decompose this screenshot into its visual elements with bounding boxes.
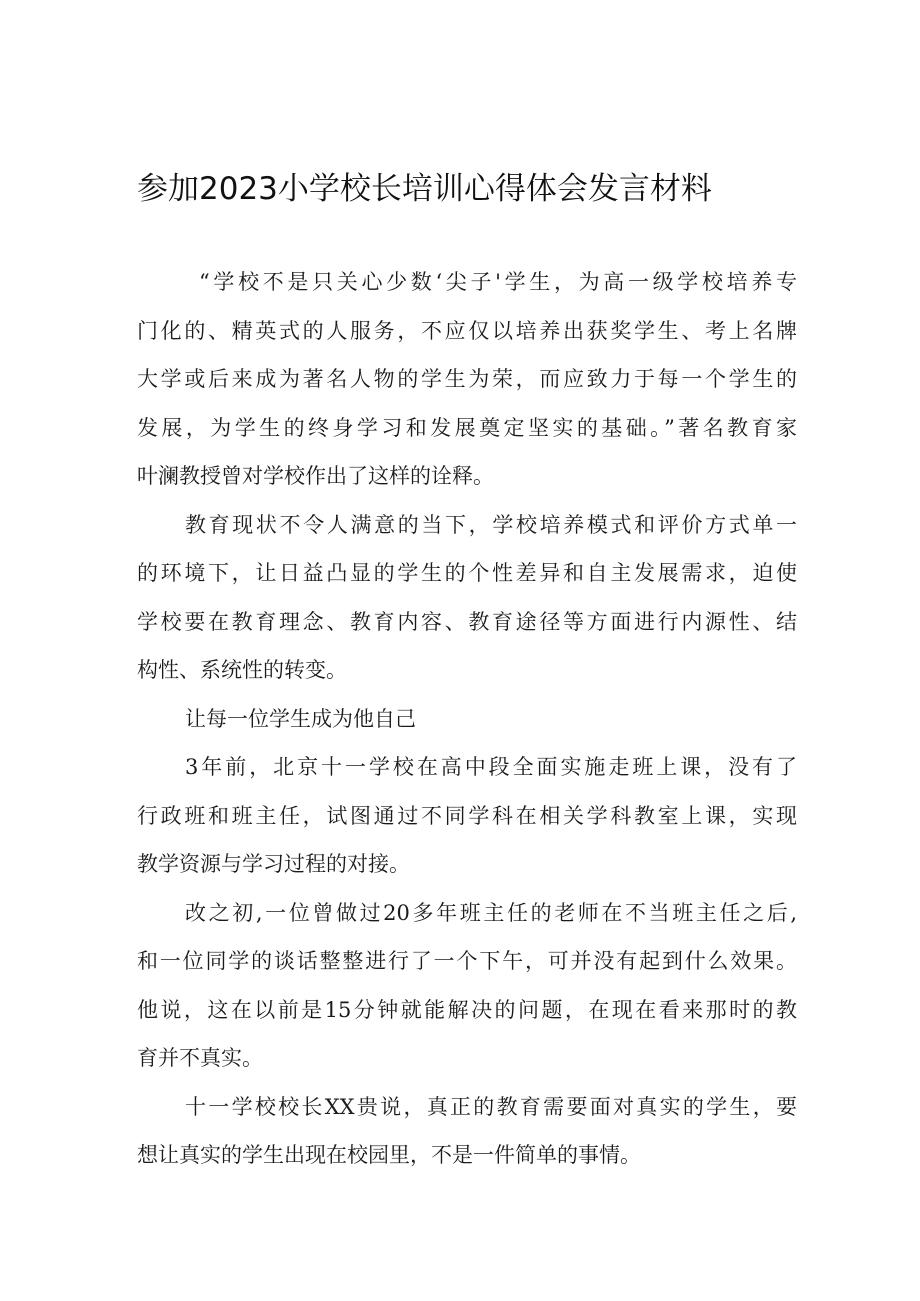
body-line: 发展，为学生的终身学习和发展奠定坚实的基础。”著名教育家 xyxy=(137,415,797,440)
body-line: 他说，这在以前是15分钟就能解决的问题，在现在看来那时的教 xyxy=(137,997,797,1022)
body-line: 教育现状不令人满意的当下，学校培养模式和评价方式单一 xyxy=(185,512,797,537)
document-body xyxy=(137,258,797,1180)
body-line: 构性、系统性的转变。 xyxy=(137,658,347,682)
document-title: 参加2023小学校长培训心得体会发言材料 xyxy=(137,171,712,207)
body-line: 和一位同学的谈话整整进行了一个下午，可并没有起到什么效果。 xyxy=(137,949,797,973)
body-line: 的环境下，让日益凸显的学生的个性差异和自主发展需求，迫使 xyxy=(137,561,797,585)
body-line: 想让真实的学生出现在校园里，不是一件简单的事情。 xyxy=(137,1143,641,1167)
body-line: 十一学校校长XX贵说，真正的教育需要面对真实的学生，要 xyxy=(185,1094,797,1119)
body-line: 学校要在教育理念、教育内容、教育途径等方面进行内源性、结 xyxy=(137,609,797,634)
body-line: “学校不是只关心少数‘尖子'学生，为高一级学校培养专 xyxy=(199,270,797,294)
body-line: 叶澜教授曾对学校作出了这样的诠释。 xyxy=(137,464,494,488)
body-line: 育并不真实。 xyxy=(137,1046,263,1070)
body-line: 教学资源与学习过程的对接。 xyxy=(137,852,410,876)
body-line: 改之初,一位曾做过20多年班主任的老师在不当班主任之后, xyxy=(185,900,797,925)
body-line: 3年前，北京十一学校在高中段全面实施走班上课，没有了 xyxy=(185,755,797,779)
body-line: 大学或后来成为著名人物的学生为荣，而应致力于每一个学生的 xyxy=(137,367,797,391)
body-line: 行政班和班主任，试图通过不同学科在相关学科教室上课，实现 xyxy=(137,803,797,828)
body-line: 门化的、精英式的人服务，不应仅以培养出获奖学生、考上名牌 xyxy=(137,318,797,343)
section-heading: 让每一位学生成为他自己 xyxy=(185,706,416,731)
